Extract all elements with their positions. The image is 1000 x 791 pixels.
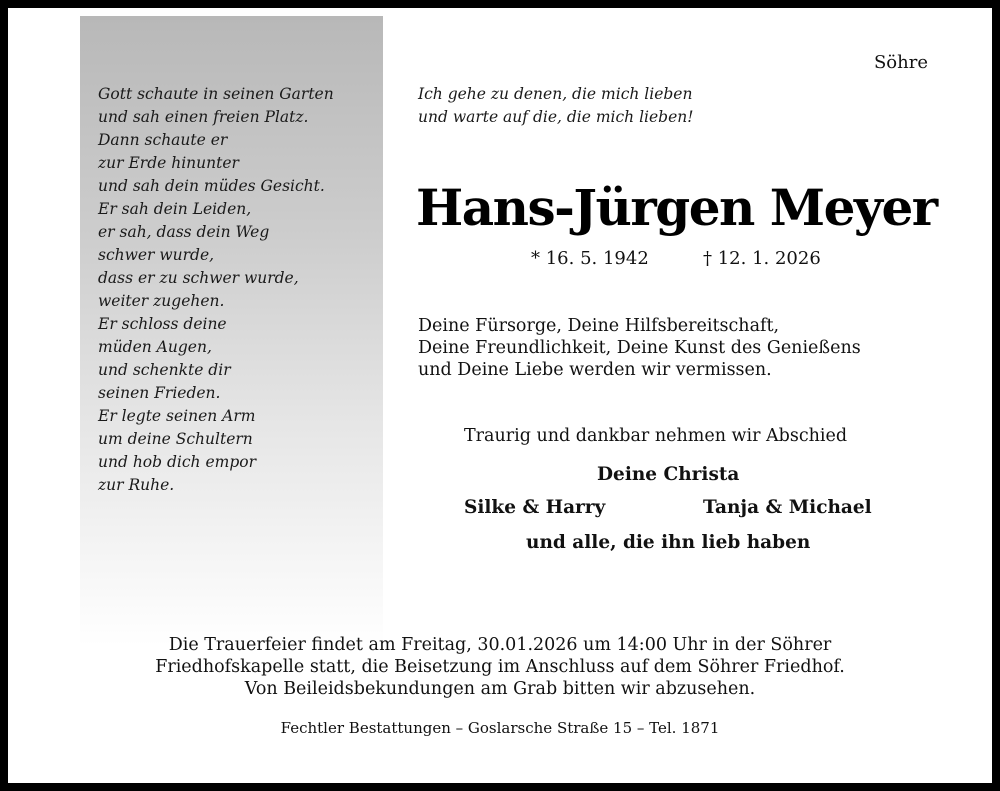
mourner-christa: Deine Christa (597, 464, 740, 485)
poem-line: dass er zu schwer wurde, (98, 269, 299, 287)
poem-line: und hob dich empor (98, 453, 256, 471)
mourner-all: und alle, die ihn lieb haben (526, 532, 811, 553)
poem-line: schwer wurde, (98, 246, 215, 264)
birth-date: * 16. 5. 1942 (531, 248, 649, 269)
undertaker-info: Fechtler Bestattungen – Goslarsche Straße 15 – Tel. 1871 (280, 719, 720, 737)
poem-line: und sah dein müdes Gesicht. (98, 177, 325, 195)
mourner-silke-harry: Silke & Harry (464, 497, 606, 518)
farewell-text: Traurig und dankbar nehmen wir Abschied (464, 426, 848, 446)
tribute-text (418, 315, 861, 381)
tribute-line: und Deine Liebe werden wir vermissen. (418, 360, 772, 380)
motto-line: Ich gehe zu denen, die mich lieben (418, 85, 693, 103)
poem-line: er sah, dass dein Weg (98, 223, 270, 241)
poem (98, 83, 368, 497)
poem-line: zur Erde hinunter (98, 154, 239, 172)
mourner-tanja-michael: Tanja & Michael (703, 497, 872, 518)
poem-line: zur Ruhe. (98, 476, 175, 494)
poem-line: weiter zugehen. (98, 292, 225, 310)
service-line: Die Trauerfeier findet am Freitag, 30.01.2026 um 14:00 Uhr in der Söhrer (168, 635, 832, 655)
service-information (0, 634, 1000, 700)
poem-line: müden Augen, (98, 338, 212, 356)
poem-line: Er sah dein Leiden, (98, 200, 252, 218)
place-name: Söhre (873, 52, 928, 73)
death-date: † 12. 1. 2026 (703, 248, 821, 269)
service-line: Von Beileidsbekundungen am Grab bitten wir abzusehen. (244, 679, 756, 699)
poem-line: und schenkte dir (98, 361, 231, 379)
poem-line: und sah einen freien Platz. (98, 108, 309, 126)
poem-line: Er schloss deine (98, 315, 227, 333)
poem-line: Dann schaute er (98, 131, 228, 149)
poem-line: seinen Frieden. (98, 384, 221, 402)
poem-line: Gott schaute in seinen Garten (98, 85, 334, 103)
motto-line: und warte auf die, die mich lieben! (418, 108, 694, 126)
poem-line: Er legte seinen Arm (98, 407, 256, 425)
motto (418, 83, 693, 129)
service-line: Friedhofskapelle statt, die Beisetzung im Anschluss auf dem Söhrer Friedhof. (155, 657, 845, 677)
tribute-line: Deine Freundlichkeit, Deine Kunst des Genießens (418, 338, 861, 358)
tribute-line: Deine Fürsorge, Deine Hilfsbereitschaft, (418, 316, 780, 336)
deceased-name: Hans-Jürgen Meyer (416, 178, 937, 237)
poem-line: um deine Schultern (98, 430, 253, 448)
